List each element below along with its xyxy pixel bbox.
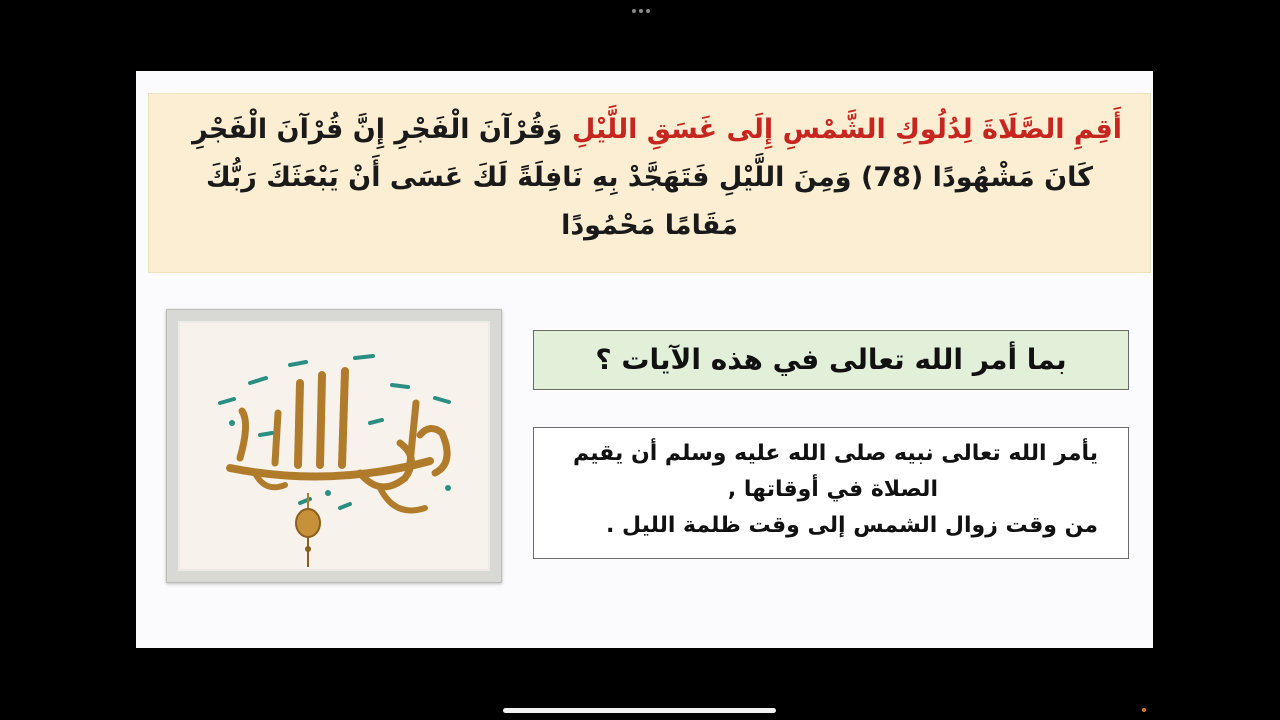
answer-line-1: يأمر الله تعالى نبيه صلى الله عليه وسلم أن يقيم [572, 441, 1098, 466]
recording-indicator-dot [1142, 708, 1146, 712]
dot-icon [639, 9, 643, 13]
verse-line-2: كَانَ مَشْهُودًا (78) وَمِنَ اللَّيْلِ فَتَهَجَّدْ بِهِ نَافِلَةً لَكَ عَسَى أَنْ يَبْعَثَكَ رَبُّكَ [206, 162, 1093, 193]
question-box [533, 330, 1129, 390]
verse-line-3: مَقَامًا مَحْمُودًا [561, 210, 738, 241]
quran-verse-box [148, 93, 1151, 273]
verse-line-1 [177, 106, 1122, 154]
question-text: بما أمر الله تعالى في هذه الآيات ؟ [595, 343, 1067, 376]
calligraphy-image [178, 321, 490, 571]
answer-line-3: من وقت زوال الشمس إلى وقت ظلمة الليل . [605, 513, 1098, 538]
dot-icon [632, 9, 636, 13]
answer-line-2: الصلاة في أوقاتها , [727, 477, 938, 502]
presentation-slide [136, 71, 1153, 648]
window-more-dots[interactable] [632, 8, 650, 14]
calligraphy-artwork [180, 323, 490, 571]
calligraphy-frame [166, 309, 502, 583]
dot-icon [646, 9, 650, 13]
answer-box [533, 427, 1129, 559]
verse-text: وَقُرْآنَ الْفَجْرِ إِنَّ قُرْآنَ الْفَجْرِ [192, 114, 563, 145]
verse-highlight-text: أَقِمِ الصَّلَاةَ لِدُلُوكِ الشَّمْسِ إِلَى غَسَقِ اللَّيْلِ [571, 114, 1122, 145]
home-indicator-bar[interactable] [503, 708, 776, 713]
